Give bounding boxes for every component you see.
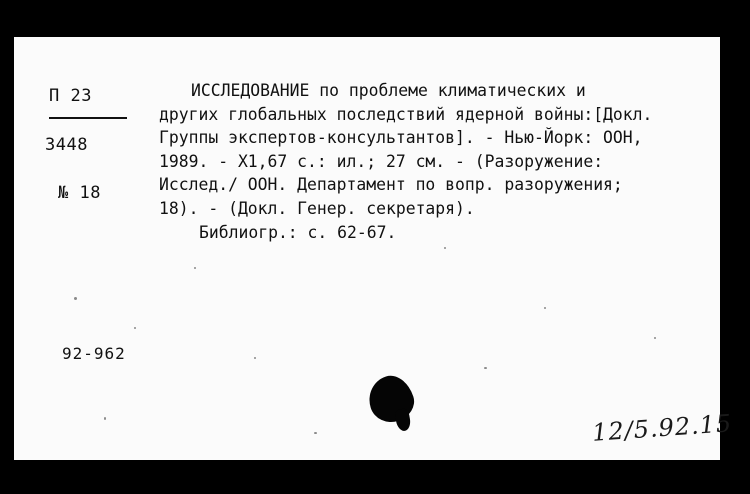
record-line: Исслед./ ООН. Департамент по вопр. разоружения; [159, 175, 623, 195]
record-line: 1989. - X1,67 с.: ил.; 27 см. - (Разоружение: [159, 151, 604, 171]
ink-blot [363, 370, 419, 427]
record-line: Библиогр.: с. 62-67. [199, 222, 397, 242]
scan-speck [444, 247, 446, 249]
accession-number: 92-962 [62, 344, 126, 363]
scan-speck [104, 417, 106, 420]
scan-speck [74, 297, 77, 300]
record-line: других глобальных последствий ядерной войны:[Докл. [159, 104, 653, 124]
call-number-rule [49, 117, 127, 119]
bibliographic-record [159, 79, 724, 244]
catalog-card [14, 37, 736, 460]
call-number-issue: № 18 [58, 183, 101, 203]
scan-speck [484, 367, 487, 369]
record-line: Группы экспертов-консультантов]. - Нью-Йорк: ООН, [159, 128, 643, 148]
scan-speck [134, 327, 136, 329]
handwritten-note: 12/5.92.15 [591, 409, 734, 447]
scan-speck [194, 267, 196, 269]
scan-speck [254, 357, 256, 359]
call-number-number: 3448 [45, 135, 88, 155]
scan-speck [544, 307, 546, 309]
record-line: ИССЛЕДОВАНИЕ по проблеме климатических и [191, 81, 586, 100]
scan-speck [314, 432, 317, 434]
record-line: 18). - (Докл. Генер. секретаря). [159, 198, 475, 218]
call-number-shelf: П 23 [49, 86, 92, 106]
scan-speck [654, 337, 656, 339]
